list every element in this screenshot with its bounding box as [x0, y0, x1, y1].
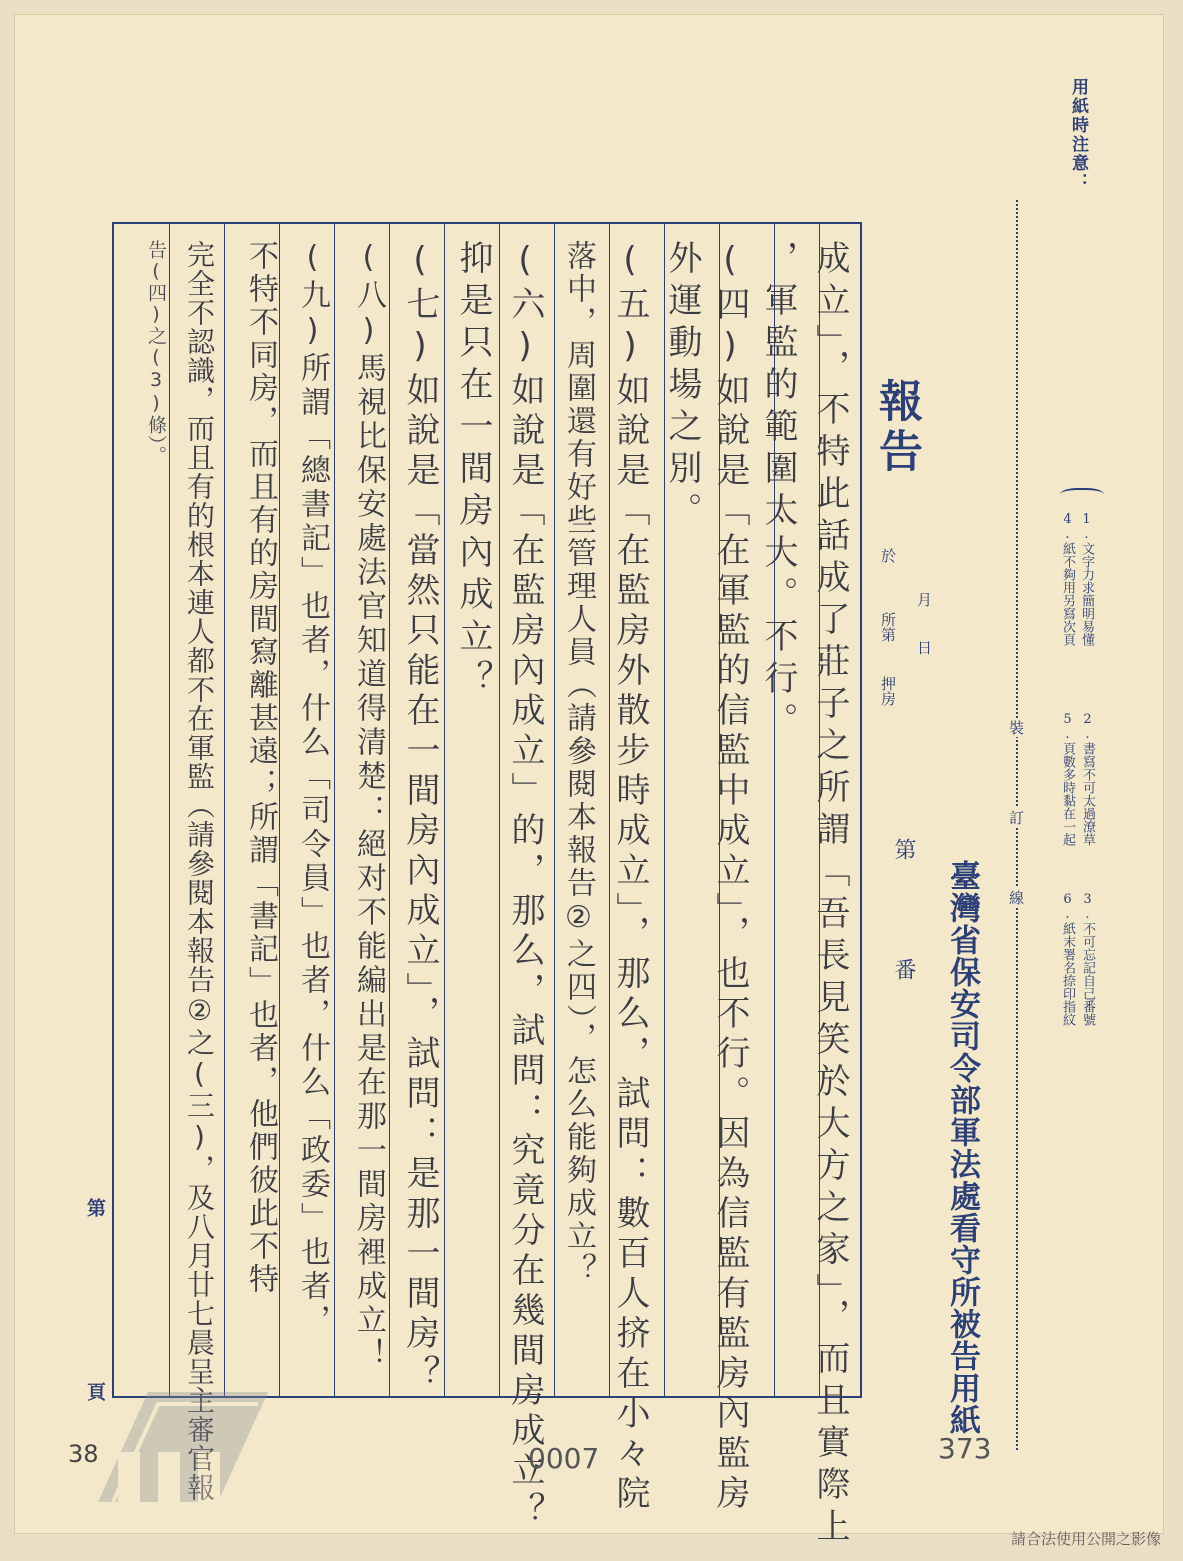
report-title: 報告 [871, 378, 922, 478]
instructions-brace [1060, 488, 1104, 504]
body-line-6: 落中，周圍還有好些管理人員（請參閱本報告②之四），怎么能夠成立？ [561, 240, 596, 1286]
instruction-4: 4.紙不夠用另寫次頁 [1060, 512, 1075, 646]
body-line-3: (四)如說是「在軍監的信監中成立」，也不行。因為信監有監房內監房 [710, 240, 750, 1515]
body-line-14: 告(四)之(3)條）。 [145, 240, 167, 466]
instruction-1: 1.文字力求簡明易懂 [1079, 512, 1094, 646]
instruction-6: 6.紙末署名捺印指紋 [1060, 892, 1075, 1026]
page-suffix: 頁 [84, 1382, 106, 1401]
binding-label-1: 裝 [1007, 720, 1025, 735]
day-label: 日 [915, 640, 933, 655]
instruction-5: 5.頁數多時黏在一起 [1060, 712, 1075, 846]
body-line-11: (九)所謂「總書記」也者，什么「司令員」也者，什么「政委」也者， [295, 240, 330, 1338]
month-label: 月 [915, 592, 933, 607]
body-line-12: 不特不同房，而且有的房間寫離甚遠；所謂「書記」也者，他們彼此不特 [243, 240, 278, 1296]
cell-label: 押房 [879, 676, 897, 706]
archive-stamp-right: 373 [938, 1432, 992, 1465]
number-suffix-label: 番 [891, 958, 916, 980]
prison-prefix-label: 所第 [879, 612, 897, 642]
instruction-2: 2.書寫不可太過潦草 [1080, 712, 1095, 846]
body-line-2: ，軍監的範圍太大。不行。 [758, 240, 798, 744]
body-line-4: 外運動場之別。 [662, 240, 702, 534]
instructions-title: 用紙時注意： [1068, 78, 1088, 192]
body-line-9: (七)如說是「當然只能在一間房內成立」，試問：是那一間房？ [400, 240, 440, 1395]
page-number: 38 [68, 1440, 99, 1468]
page-prefix: 第 [84, 1198, 106, 1217]
binding-label-3: 線 [1007, 890, 1025, 905]
body-line-5: (五)如說是「在監房外散步時成立」，那么，試問：數百人挤在小々院 [610, 240, 650, 1515]
archive-logo-watermark [88, 1352, 278, 1512]
number-prefix-label: 第 [891, 838, 916, 860]
instruction-3: 3.不可忘記自己番號 [1080, 892, 1095, 1026]
body-line-10: (八)馬視比保安處法官知道得清楚：絕对不能編出是在那一間房裡成立！ [351, 240, 386, 1372]
body-line-8: 抑是只在一間房內成立？ [453, 240, 493, 702]
archive-stamp-left: 0007 [528, 1442, 600, 1475]
organization-name: 臺灣省保安司令部軍法處看守所被告用紙 [944, 860, 980, 1436]
instructions-column-a [1078, 512, 1095, 712]
binding-label-2: 訂 [1007, 810, 1025, 825]
body-line-7: (六)如說是「在監房內成立」的，那么，試問：究竟分在幾間房成立？ [505, 240, 545, 1532]
usage-footer: 請合法使用公開之影像 [1010, 1530, 1161, 1548]
body-line-13: 完全不認識，而且有的根本連人都不在軍監（請參閱本報告②之(三)，及八月廿七晨呈主審官報 [183, 240, 216, 1502]
body-line-1: 成立」，不特此話成了莊子之所謂「吾長見笑於大方之家」，而且實際上 [810, 240, 850, 1550]
at-label: 於 [879, 548, 897, 563]
